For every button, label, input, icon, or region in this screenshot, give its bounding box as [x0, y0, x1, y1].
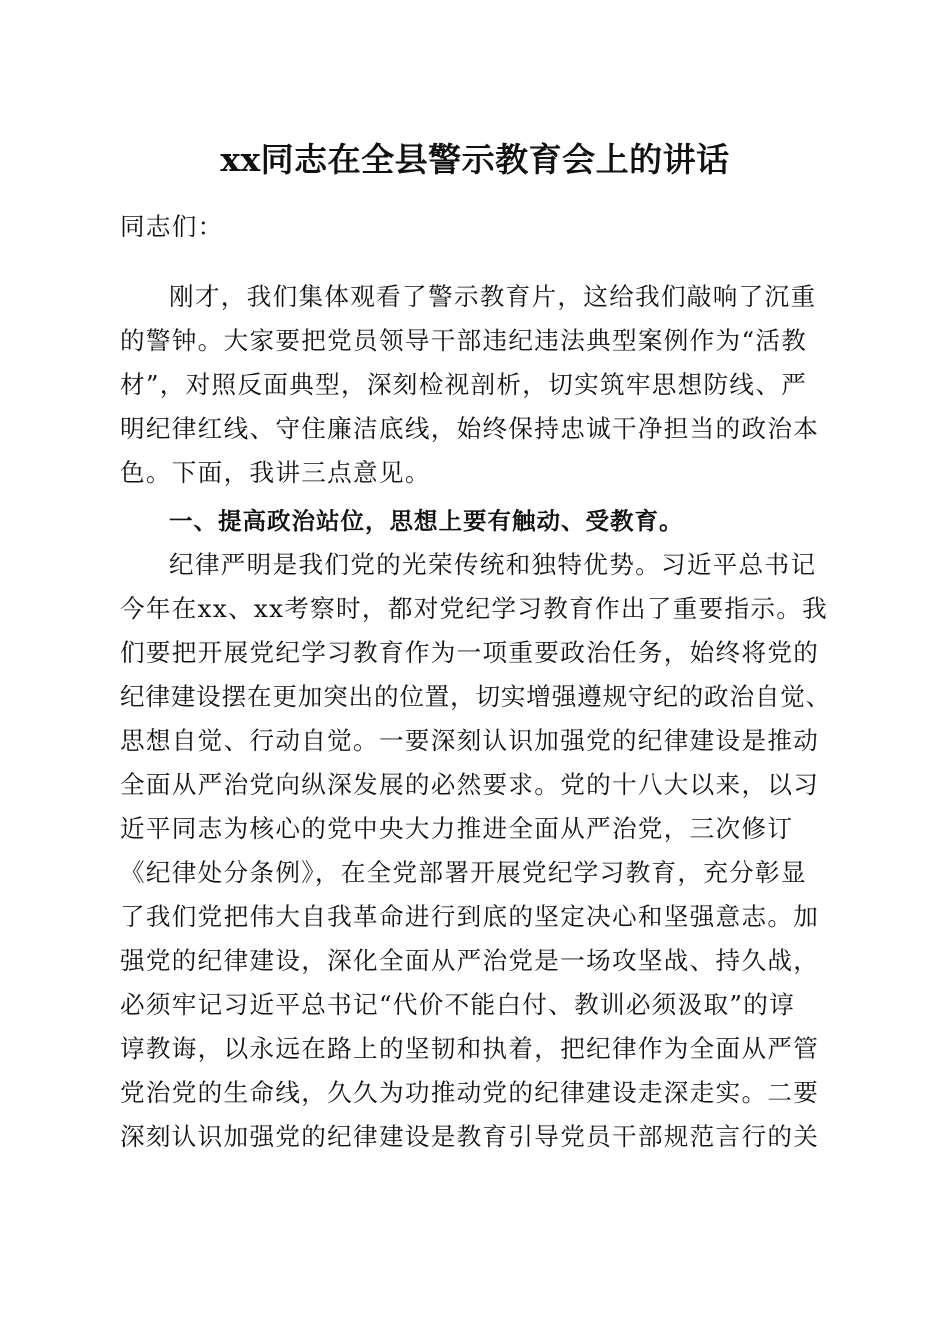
paragraph-line: 的警钟。大家要把党员领导干部违纪违法典型案例作为“活教: [120, 326, 808, 355]
paragraph-line: 强党的纪律建设，深化全面从严治党是一场攻坚战、持久战，: [120, 946, 820, 975]
paragraph-line: 纪律严明是我们党的光荣传统和独特优势。习近平总书记: [169, 550, 817, 579]
paragraph-line: 思想自觉、行动自觉。一要深刻认识加强党的纪律建设是推动: [120, 726, 820, 755]
paragraph-line: 全面从严治党向纵深发展的必然要求。党的十八大以来，以习: [120, 770, 820, 799]
paragraph-line: 刚才，我们集体观看了警示教育片，这给我们敲响了沉重: [169, 282, 817, 311]
paragraph-line: 纪律建设摆在更加突出的位置，切实增强遵规守纪的政治自觉、: [120, 682, 832, 711]
document-title: xx同志在全县警示教育会上的讲话: [220, 140, 730, 179]
paragraph-line: 今年在xx、xx考察时，都对党纪学习教育作出了重要指示。我: [120, 594, 829, 623]
paragraph-line: 必须牢记习近平总书记“代价不能白付、教训必须汲取”的谆: [120, 990, 796, 1019]
paragraph-line: 谆教诲，以永远在路上的坚韧和执着，把纪律作为全面从严管: [120, 1034, 820, 1063]
paragraph-line: 党治党的生命线，久久为功推动党的纪律建设走深走实。二要: [120, 1078, 820, 1107]
paragraph-line: 色。下面，我讲三点意见。: [120, 458, 431, 487]
paragraph-line: 们要把开展党纪学习教育作为一项重要政治任务，始终将党的: [120, 638, 820, 667]
paragraph-line: 深刻认识加强党的纪律建设是教育引导党员干部规范言行的关: [120, 1122, 820, 1151]
paragraph-line: 《纪律处分条例》，在全党部署开展党纪学习教育，充分彰显: [120, 858, 807, 887]
salutation: 同志们：: [120, 212, 224, 241]
paragraph-line: 了我们党把伟大自我革命进行到底的坚定决心和坚强意志。加: [120, 902, 820, 931]
paragraph-line: 明纪律红线、守住廉洁底线，始终保持忠诚干净担当的政治本: [120, 414, 820, 443]
paragraph-line: 材”，对照反面典型，深刻检视剖析，切实筑牢思想防线、严: [120, 370, 808, 399]
section-heading: 一、提高政治站位，思想上要有触动、受教育。: [169, 507, 684, 535]
paragraph-line: 近平同志为核心的党中央大力推进全面从严治党，三次修订: [120, 814, 794, 843]
